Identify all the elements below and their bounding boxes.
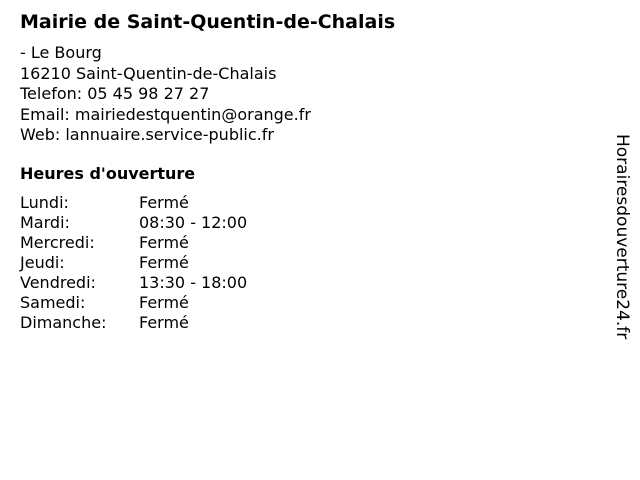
site-brand-vertical: Horairesdouverture24.fr [612,134,632,340]
phone-line: Telefon: 05 45 98 27 27 [20,84,210,103]
hours-heading: Heures d'ouverture [20,164,196,183]
hours-row-sunday [20,313,247,333]
day-label: Mercredi: [20,233,95,252]
time-value: Fermé [139,233,189,252]
hours-row-tuesday [20,213,247,233]
opening-hours-table [20,193,247,333]
address-block [20,43,311,146]
day-label: Vendredi: [20,273,96,292]
hours-row-wednesday [20,233,247,253]
time-value: 13:30 - 18:00 [139,273,248,292]
hours-row-saturday [20,293,247,313]
email-line: Email: mairiedestquentin@orange.fr [20,104,311,124]
day-label: Mardi: [20,213,70,232]
city-line: 16210 Saint-Quentin-de-Chalais [20,63,277,83]
hours-row-monday [20,193,247,213]
day-label: Jeudi: [20,253,65,272]
time-value: 08:30 - 12:00 [139,213,248,232]
day-label: Samedi: [20,293,86,312]
time-value: Fermé [139,313,189,332]
street-address: - Le Bourg [20,43,102,62]
web-line: Web: lannuaire.service-public.fr [20,125,274,144]
time-value: Fermé [139,293,189,312]
time-value: Fermé [139,193,189,212]
hours-row-friday [20,273,247,293]
hours-row-thursday [20,253,247,273]
day-label: Dimanche: [20,313,107,332]
day-label: Lundi: [20,193,69,212]
page-title: Mairie de Saint-Quentin-de-Chalais [20,11,396,33]
time-value: Fermé [139,253,189,272]
